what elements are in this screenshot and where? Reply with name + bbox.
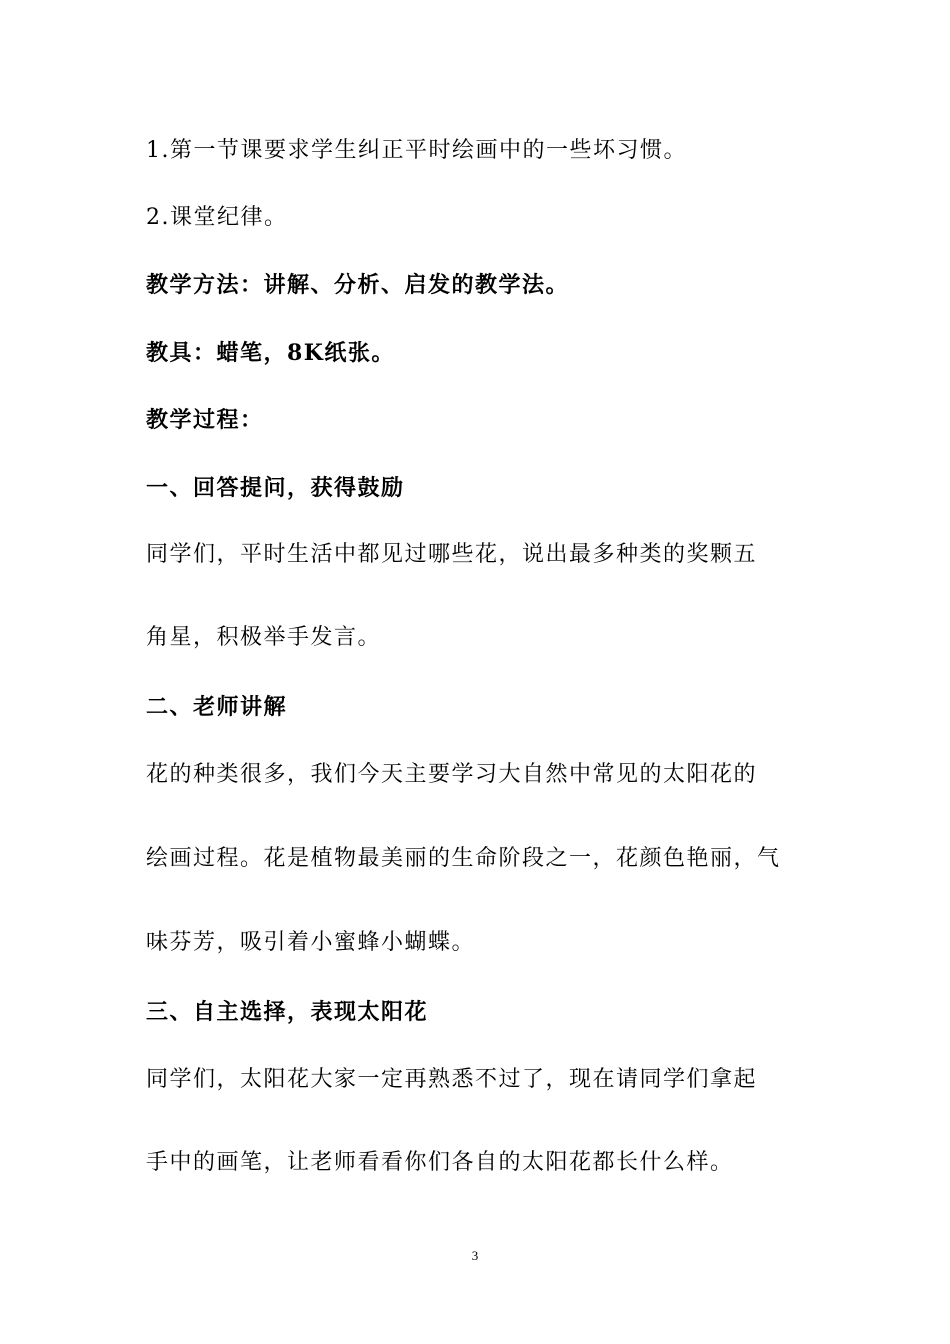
- section-3-heading: 三、自主选择，表现太阳花: [146, 999, 429, 1025]
- teaching-process-heading: 教学过程：: [146, 407, 264, 433]
- section-1-paragraph-line-2: 角星，积极举手发言。: [146, 625, 382, 650]
- teaching-method-heading: 教学方法：讲解、分析、启发的教学法。: [146, 272, 570, 298]
- page-number: 3: [471, 1248, 479, 1263]
- section-3-paragraph-line-1: 同学们，太阳花大家一定再熟悉不过了，现在请同学们拿起: [146, 1067, 758, 1092]
- section-1-heading: 一、回答提问，获得鼓励: [146, 475, 405, 501]
- section-2-paragraph-line-2: 绘画过程。花是植物最美丽的生命阶段之一，花颜色艳丽，气: [146, 846, 781, 871]
- section-2-paragraph-line-3: 味芬芳，吸引着小蜜蜂小蝴蝶。: [146, 930, 476, 955]
- section-1-paragraph-line-1: 同学们，平时生活中都见过哪些花，说出最多种类的奖颗五: [146, 542, 758, 567]
- requirement-1-text: 1.第一节课要求学生纠正平时绘画中的一些坏习惯。: [146, 138, 687, 163]
- section-2-heading: 二、老师讲解: [146, 694, 288, 720]
- section-2-paragraph-line-1: 花的种类很多，我们今天主要学习大自然中常见的太阳花的: [146, 762, 758, 787]
- requirement-2-text: 2.课堂纪律。: [146, 205, 288, 230]
- section-3-paragraph-line-2: 手中的画笔，让老师看看你们各自的太阳花都长什么样。: [146, 1150, 734, 1175]
- teaching-tools-heading: 教具：蜡笔，8K纸张。: [146, 340, 395, 366]
